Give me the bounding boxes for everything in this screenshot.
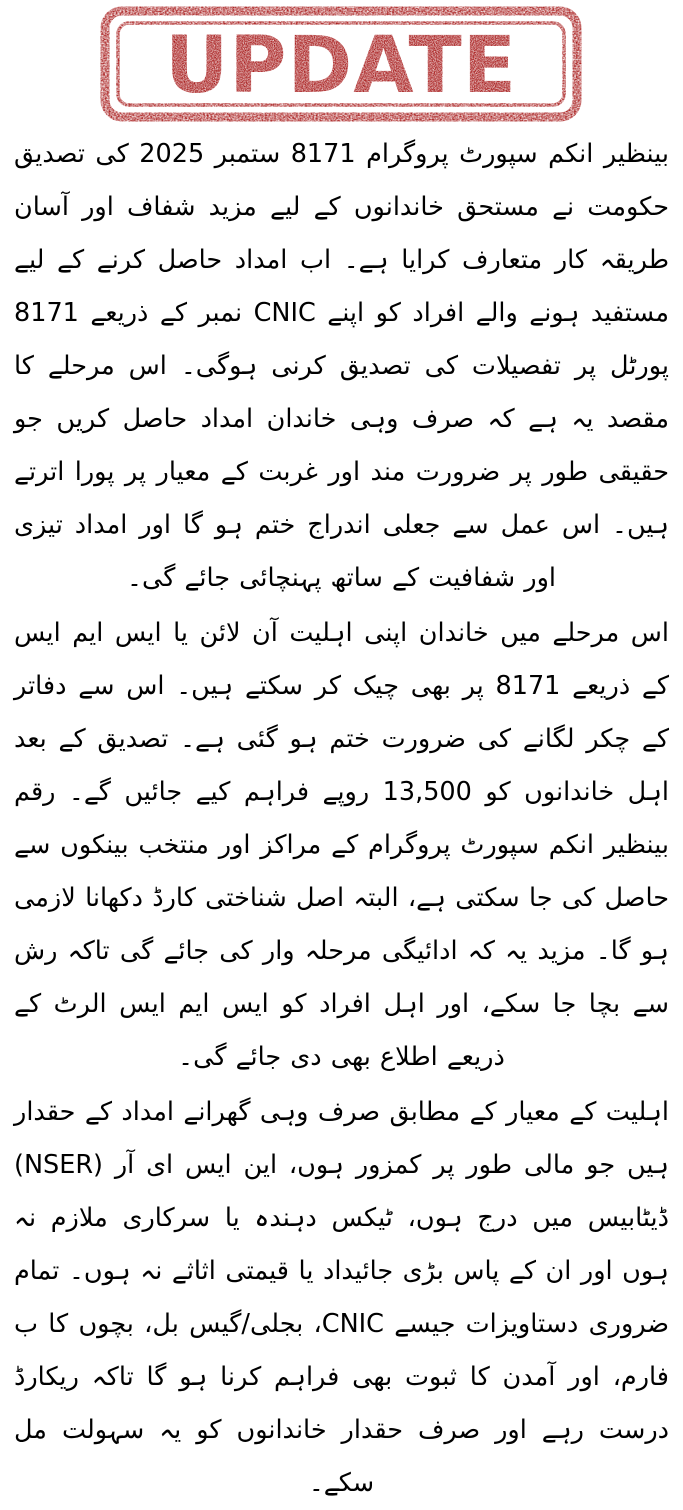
paragraph-1: بینظیر انکم سپورٹ پروگرام 8171 ستمبر 2025 کی تصدیق حکومت نے مستحق خاندانوں کے لیے مزید شفاف اور آسان طریقہ کار متعارف کرایا ہے۔ اب امداد حاصل کرنے کے لیے مستفید ہونے والے افراد کو اپنے CNIC نمبر کے ذریعے 8171 پورٹل پر تفصیلات کی تصدیق کرنی ہوگی۔ اس مرحلے کا مقصد یہ ہے کہ صرف وہی خاندان امداد حاصل کریں جو حقیقی طور پر ضرورت مند اور غربت کے معیار پر پورا اترتے ہیں۔ اس عمل سے جعلی اندراج ختم ہو گا اور امداد تیزی اور شفافیت کے ساتھ پہنچائی جائے گی۔ [14, 139, 669, 593]
stamp-label: UPDATE [164, 21, 518, 111]
paragraph-2: اس مرحلے میں خاندان اپنی اہلیت آن لائن یا ایس ایم ایس کے ذریعے 8171 پر بھی چیک کر سکتے ہیں۔ اس سے دفاتر کے چکر لگانے کی ضرورت ختم ہو گئی ہے۔ تصدیق کے بعد اہل خاندانوں کو 13,500 روپے فراہم کیے جائیں گے۔ رقم بینظیر انکم سپورٹ پروگرام کے مراکز اور منتخب بینکوں سے حاصل کی جا سکتی ہے، البتہ اصل شناختی کارڈ دکھانا لازمی ہو گا۔ مزید یہ کہ ادائیگی مرحلہ وار کی جائے گی تاکہ رش سے بچا جا سکے، اور اہل افراد کو ایس ایم ایس الرٹ کے ذریعے اطلاع بھی دی جائے گی۔ [14, 618, 669, 1072]
update-stamp-graphic [100, 6, 582, 122]
paragraph-3: اہلیت کے معیار کے مطابق صرف وہی گھرانے امداد کے حقدار ہیں جو مالی طور پر کمزور ہوں، این ایس ای آر (NSER) ڈیٹابیس میں درج ہوں، ٹیکس دہندہ یا سرکاری ملازم نہ ہوں اور ان کے پاس بڑی جائیداد یا قیمتی اثاثے نہ ہوں۔ تمام ضروری دستاویزات جیسے CNIC، بجلی/گیس بل، بچوں کا ب فارم، اور آمدن کا ثبوت بھی فراہم کرنا ہو گا تاکہ ریکارڈ درست رہے اور صرف حقدار خاندانوں کو یہ سہولت مل سکے۔ [14, 1097, 669, 1498]
article-body [0, 128, 683, 1510]
update-stamp [100, 6, 582, 122]
